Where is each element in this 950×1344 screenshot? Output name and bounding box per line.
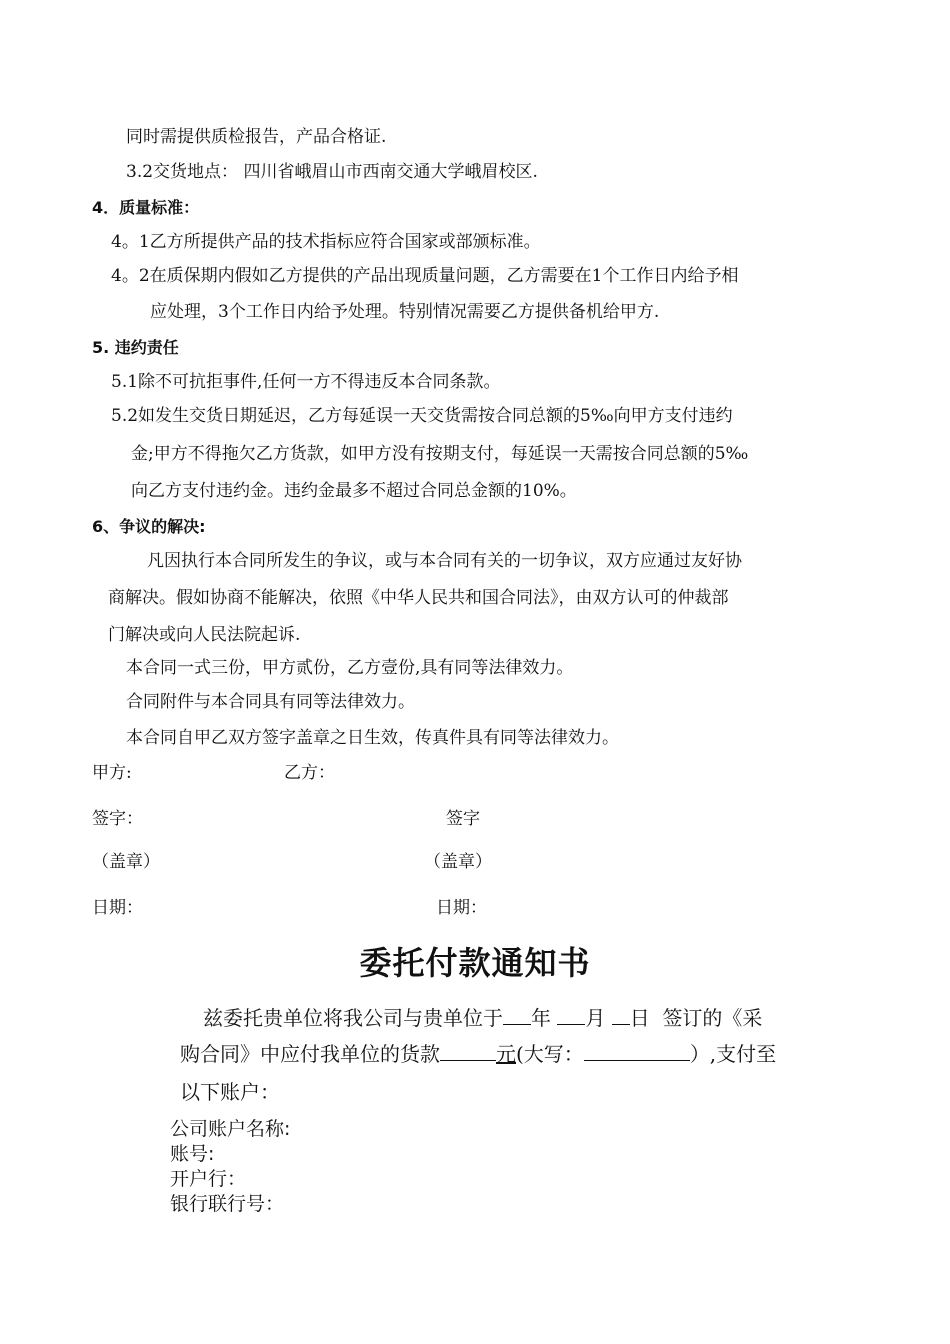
party-a-date-label: 日期： [92,898,143,918]
party-b-label: 乙方： [284,763,335,783]
clause-5-1: 5.1除不可抗拒事件,任何一方不得违反本合同条款。 [111,372,501,392]
notice-text: 以下账户： [180,1080,280,1104]
closing-clause: 本合同一式三份，甲方贰份，乙方壹份,具有同等法律效力。 [126,658,574,678]
month-label: 月 [585,1006,606,1030]
year-blank[interactable] [503,1006,531,1025]
account-name-label: 公司账户名称: [170,1118,291,1140]
notice-title: 委托付款通知书 [359,944,591,982]
clause-6-cont: 门解决或向人民法院起诉. [108,625,301,645]
section-5-heading: 5. 违约责任 [92,338,179,357]
notice-text: ）,支付至 [689,1042,777,1066]
notice-paragraph-line [203,1005,762,1031]
clause-5-2: 5.2如发生交货日期延迟，乙方每延误一天交货需按合同总额的5‰向甲方支付违约 [111,406,733,426]
clause-5-2-cont: 金;甲方不得拖欠乙方货款，如甲方没有按期支付，每延误一天需按合同总额的5‰ [131,444,749,464]
notice-paragraph-line [180,1041,776,1067]
bank-label: 开户行： [170,1168,247,1190]
yuan-label: 元 [496,1042,516,1066]
amount-blank[interactable] [440,1042,496,1061]
clause-5-2-cont: 向乙方支付违约金。违约金最多不超过合同总金额的10%。 [131,481,577,501]
amount-in-words-blank[interactable] [584,1042,690,1061]
party-b-sign-label: 签字 [446,809,480,829]
party-b-seal-label: （盖章） [424,852,492,872]
closing-clause: 本合同自甲乙双方签字盖章之日生效，传真件具有同等法律效力。 [126,728,619,748]
notice-text: 购合同》中应付我单位的货款 [180,1042,440,1066]
bank-code-label: 银行联行号： [170,1193,285,1215]
party-a-label: 甲方: [92,763,132,783]
closing-clause: 合同附件与本合同具有同等法律效力。 [126,692,415,712]
party-a-seal-label: （盖章） [92,852,160,872]
clause-4-2: 4。2在质保期内假如乙方提供的产品出现质量问题，乙方需要在1个工作日内给予相 [111,266,739,286]
clause-4-2-cont: 应处理，3个工作日内给予处理。特别情况需要乙方提供备机给甲方. [150,302,660,322]
day-blank[interactable] [612,1006,630,1025]
month-blank[interactable] [557,1006,585,1025]
party-b-date-label: 日期： [436,898,487,918]
notice-text: (大写： [516,1042,584,1066]
notice-text: 签订的《采 [662,1006,763,1030]
clause-4-1: 4。1乙方所提供产品的技术指标应符合国家或部颁标准。 [111,232,541,252]
contract-text-line: 同时需提供质检报告，产品合格证. [126,127,387,147]
year-label: 年 [531,1006,551,1030]
section-4-heading: 4．质量标准： [92,198,200,217]
account-number-label: 账号: [170,1143,215,1165]
section-6-heading: 6、争议的解决: [92,517,206,536]
clause-6: 凡因执行本合同所发生的争议，或与本合同有关的一切争议，双方应通过友好协 [147,551,742,571]
delivery-location: 3.2交货地点： 四川省峨眉山市西南交通大学峨眉校区. [126,162,538,182]
day-label: 日 [629,1006,650,1030]
clause-6-cont: 商解决。假如协商不能解决，依照《中华人民共和国合同法》，由双方认可的仲裁部 [108,588,729,608]
party-a-sign-label: 签字： [92,809,143,829]
notice-text: 兹委托贵单位将我公司与贵单位于 [203,1006,503,1030]
